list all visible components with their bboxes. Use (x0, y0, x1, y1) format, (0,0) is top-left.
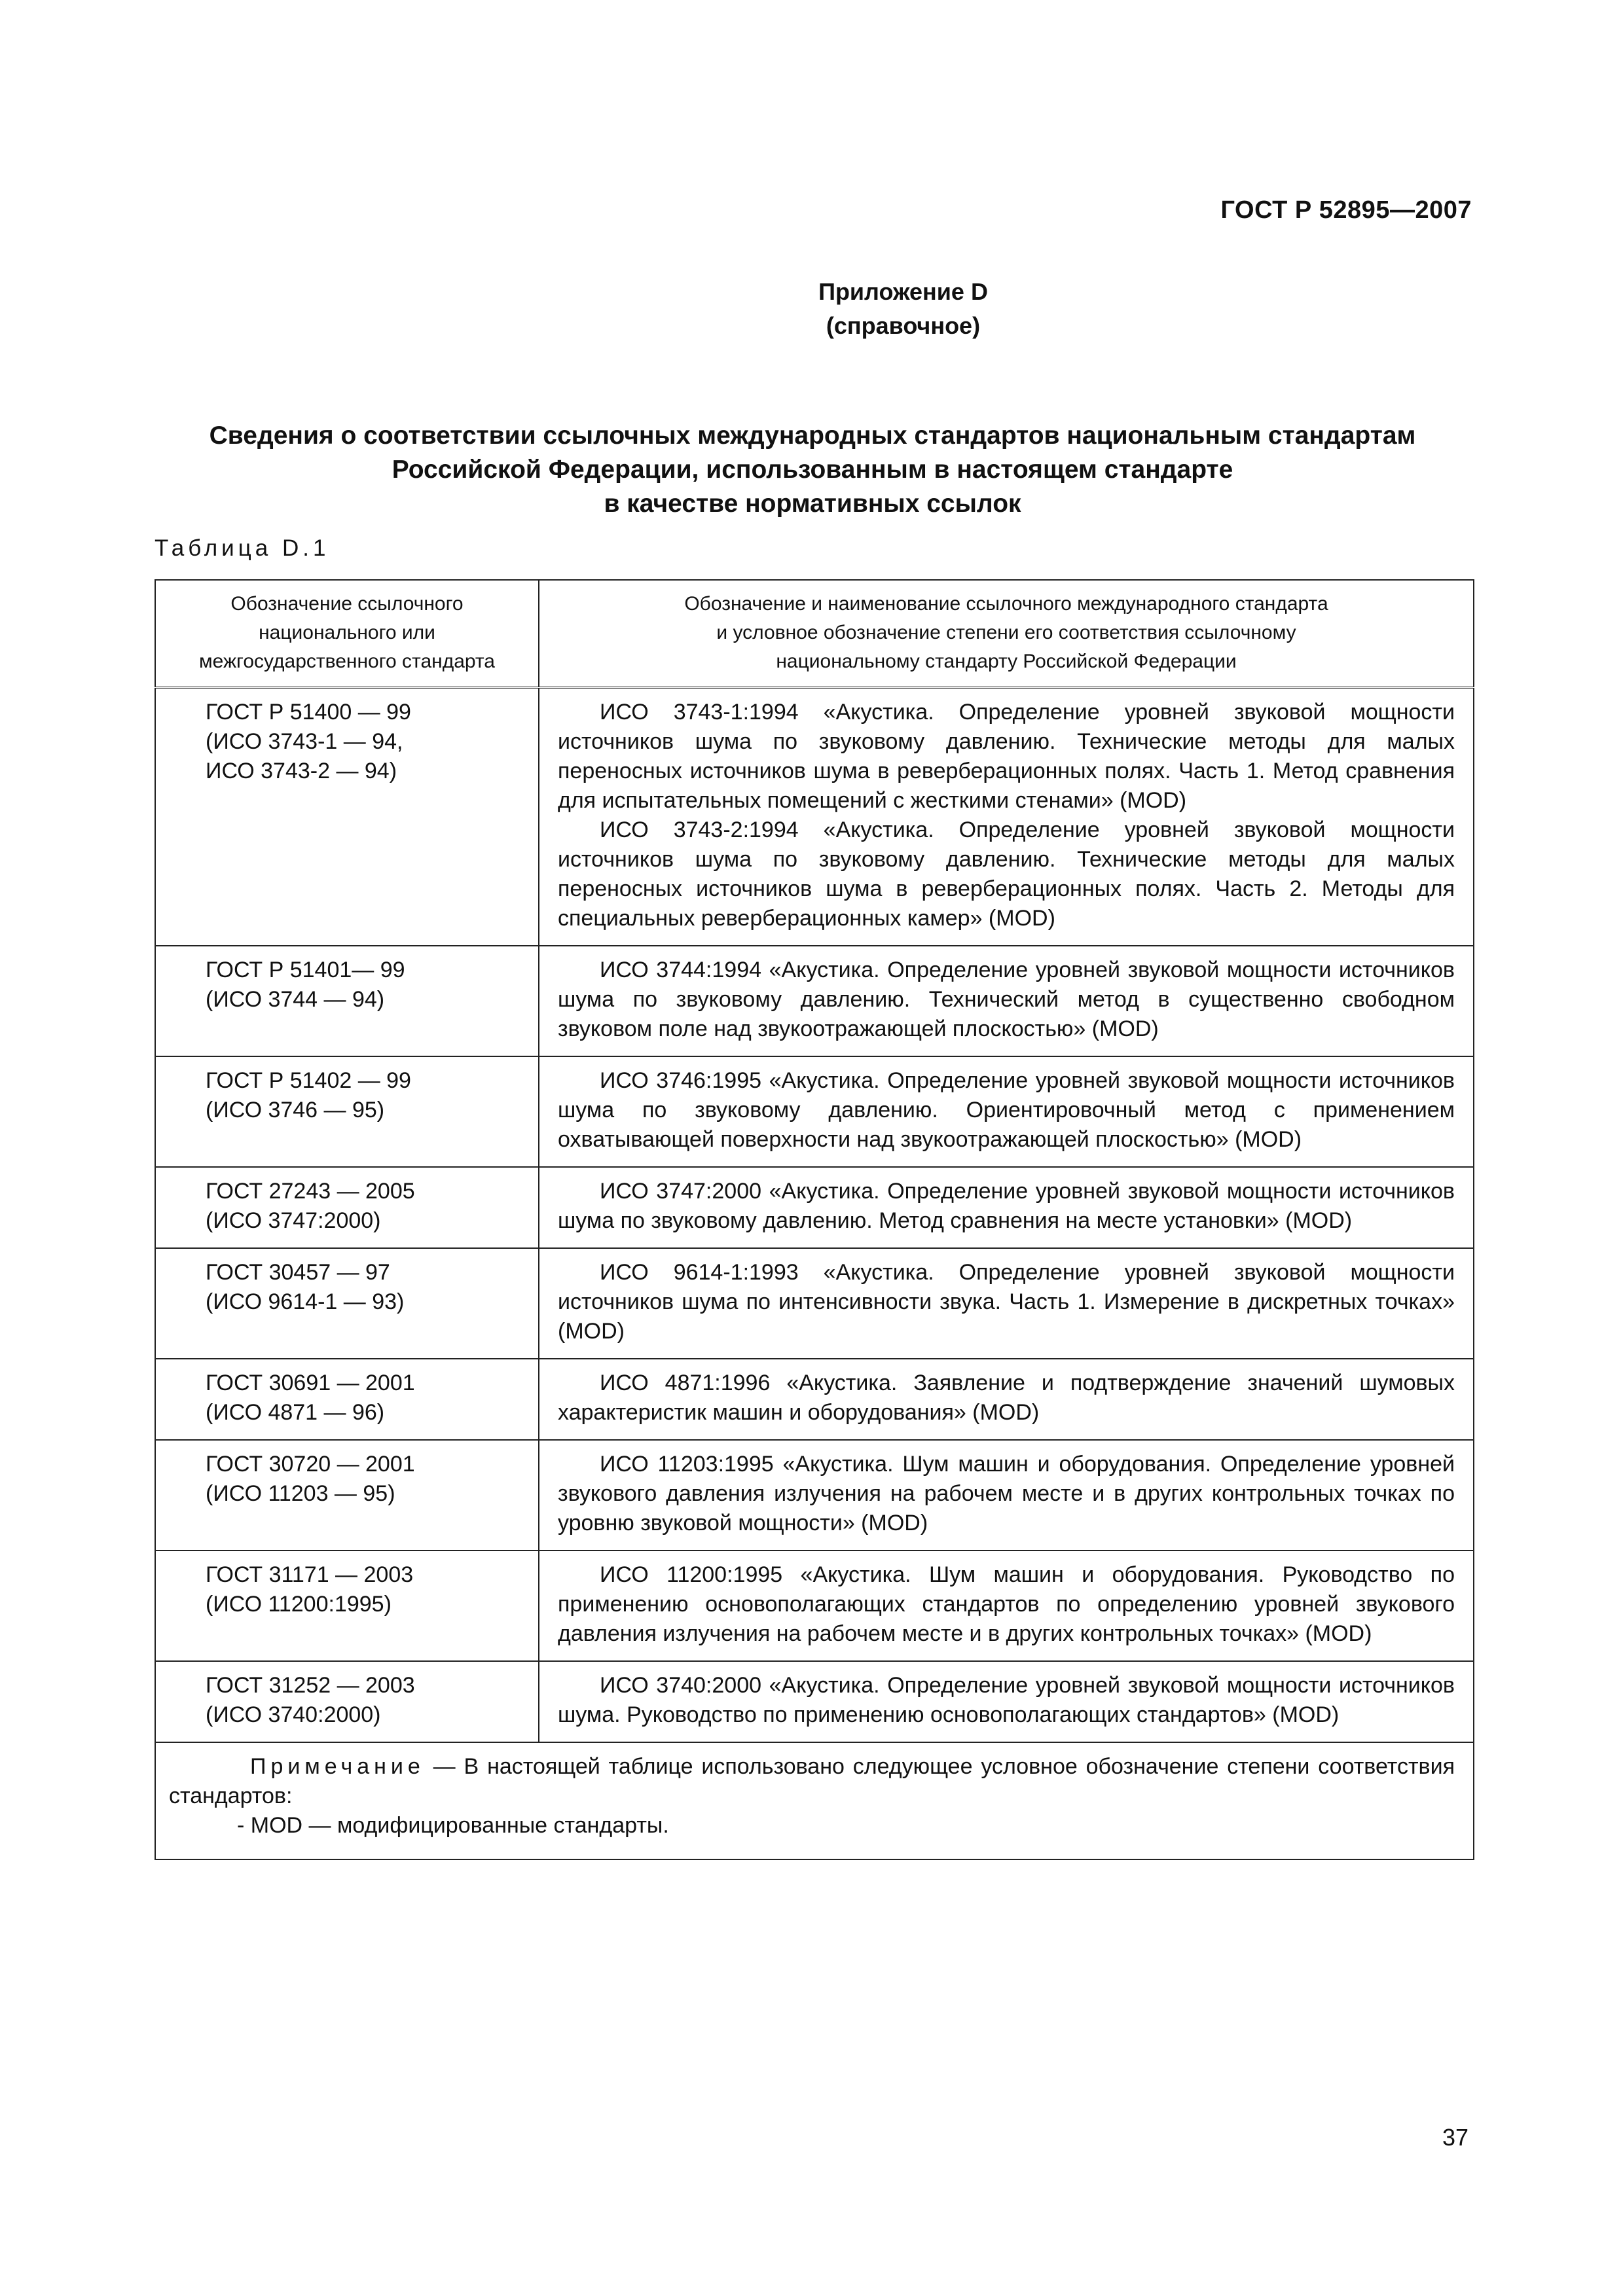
national-standard-cell (155, 1661, 539, 1742)
appendix-type: (справочное) (826, 312, 981, 339)
table-row (155, 688, 1474, 946)
header-international-standard (539, 580, 1474, 688)
national-code: ИСО 3743-2 — 94) (206, 759, 397, 783)
table-row (155, 1661, 1474, 1742)
table-row (155, 1167, 1474, 1248)
international-description: ИСО 11200:1995 «Акустика. Шум машин и оборудования. Руководство по применению основополагающих стандартов по определению уровней звукового давления излучения на рабочем месте и в других контрольных точках» (MOD) (558, 1562, 1455, 1646)
title-line: Сведения о соответствии ссылочных международных стандартов национальным стандартам (209, 422, 1416, 450)
national-code: ГОСТ Р 51400 — 99 (206, 700, 411, 725)
table-row (155, 946, 1474, 1056)
international-description: ИСО 11203:1995 «Акустика. Шум машин и оборудования. Определение уровней звукового давления излучения на рабочем месте и в других контрольных точках по уровню звуковой мощности» (MOD) (558, 1452, 1455, 1535)
national-code: (ИСО 3744 — 94) (206, 987, 385, 1012)
international-standard-cell (539, 946, 1474, 1056)
national-code: (ИСО 3746 — 95) (206, 1098, 385, 1122)
international-standard-cell (539, 1248, 1474, 1359)
international-standard-cell (539, 1440, 1474, 1551)
international-description: ИСО 3740:2000 «Акустика. Определение уровней звуковой мощности источников шума. Руководство по применению основополагающих стандартов» (MOD) (558, 1673, 1455, 1727)
table-note (155, 1742, 1474, 1859)
table-row (155, 1248, 1474, 1359)
international-standard-cell (539, 1551, 1474, 1661)
international-description: ИСО 3746:1995 «Акустика. Определение уровней звуковой мощности источников шума по звуковому давлению. Ориентировочный метод с применением охватывающей поверхности над звукоотражающей плоскостью» (MOD) (558, 1068, 1455, 1152)
national-standard-cell (155, 1056, 539, 1167)
national-code: (ИСО 3740:2000) (206, 1702, 381, 1727)
national-code: ГОСТ 27243 — 2005 (206, 1179, 415, 1204)
national-standard-cell (155, 1440, 539, 1551)
national-code: (ИСО 3743-1 — 94, (206, 729, 403, 754)
national-standard-cell (155, 946, 539, 1056)
national-code: ГОСТ 31252 — 2003 (206, 1673, 415, 1698)
appendix-heading (0, 275, 1623, 343)
reference-table (155, 579, 1474, 1860)
header-national-standard (155, 580, 539, 688)
header-line: и условное обозначение степени его соответствия ссылочному (716, 622, 1296, 643)
document-code: ГОСТ Р 52895—2007 (1220, 196, 1472, 224)
title-line: в качестве нормативных ссылок (604, 490, 1021, 518)
section-title (155, 419, 1470, 521)
national-code: ГОСТ 30457 — 97 (206, 1260, 390, 1285)
table-note-row (155, 1742, 1474, 1859)
international-description: ИСО 3743-2:1994 «Акустика. Определение уровней звуковой мощности источников шума по звуковому давлению. Технические методы для малых переносных источников шума в реверберационных полях. Часть 2. Методы для специальных реверберационных камер» (MOD) (558, 817, 1455, 931)
national-code: (ИСО 11200:1995) (206, 1592, 392, 1617)
international-standard-cell (539, 1661, 1474, 1742)
appendix-label: Приложение D (818, 278, 988, 305)
national-standard-cell (155, 688, 539, 946)
national-code: (ИСО 4871 — 96) (206, 1400, 385, 1425)
header-line: Обозначение и наименование ссылочного международного стандарта (684, 593, 1328, 615)
national-code: ГОСТ 30691 — 2001 (206, 1371, 415, 1395)
table-row (155, 1440, 1474, 1551)
national-standard-cell (155, 1167, 539, 1248)
note-body: — В настоящей таблице использовано следующее условное обозначение степени соответствия стандартов: (169, 1754, 1455, 1808)
table-header-row (155, 580, 1474, 688)
national-standard-cell (155, 1359, 539, 1440)
table-row (155, 1056, 1474, 1167)
national-code: (ИСО 9614-1 — 93) (206, 1289, 405, 1314)
header-line: Обозначение ссылочного (230, 593, 464, 615)
table-row (155, 1551, 1474, 1661)
header-line: межгосударственного стандарта (199, 651, 495, 672)
national-code: ГОСТ Р 51402 — 99 (206, 1068, 411, 1093)
note-item: - MOD — модифицированные стандарты. (237, 1813, 669, 1838)
header-line: национального или (259, 622, 435, 643)
national-standard-cell (155, 1551, 539, 1661)
international-description: ИСО 4871:1996 «Акустика. Заявление и подтверждение значений шумовых характеристик машин и оборудования» (MOD) (558, 1371, 1455, 1425)
national-standard-cell (155, 1248, 539, 1359)
international-description: ИСО 3744:1994 «Акустика. Определение уровней звуковой мощности источников шума по звуковому давлению. Технический метод в существенно свободном звуковом поле над звукоотражающей плоскостью» (MOD) (558, 958, 1455, 1041)
national-code: (ИСО 11203 — 95) (206, 1481, 395, 1506)
title-line: Российской Федерации, использованным в настоящем стандарте (392, 456, 1233, 484)
international-standard-cell (539, 1359, 1474, 1440)
national-code: ГОСТ 31171 — 2003 (206, 1562, 414, 1587)
international-standard-cell (539, 688, 1474, 946)
national-code: ГОСТ 30720 — 2001 (206, 1452, 415, 1477)
note-label: Примечание (250, 1754, 425, 1779)
header-line: национальному стандарту Российской Федерации (776, 651, 1237, 672)
international-standard-cell (539, 1167, 1474, 1248)
national-code: (ИСО 3747:2000) (206, 1208, 381, 1233)
international-description: ИСО 3743-1:1994 «Акустика. Определение уровней звуковой мощности источников шума по звуковому давлению. Технические методы для малых переносных источников шума в реверберационных полях. Часть 1. Метод сравнения для испытательных помещений с жесткими стенами» (MOD) (558, 700, 1455, 813)
national-code: ГОСТ Р 51401— 99 (206, 958, 405, 982)
table-row (155, 1359, 1474, 1440)
table-label: Таблица D.1 (155, 535, 330, 561)
international-standard-cell (539, 1056, 1474, 1167)
note-text (169, 1752, 1455, 1811)
international-description: ИСО 3747:2000 «Акустика. Определение уровней звуковой мощности источников шума по звуковому давлению. Метод сравнения на месте установки» (MOD) (558, 1179, 1455, 1233)
international-description: ИСО 9614-1:1993 «Акустика. Определение уровней звуковой мощности источников шума по интенсивности звука. Часть 1. Измерение в дискретных точках» (MOD) (558, 1260, 1455, 1344)
page-number: 37 (1442, 2124, 1468, 2151)
